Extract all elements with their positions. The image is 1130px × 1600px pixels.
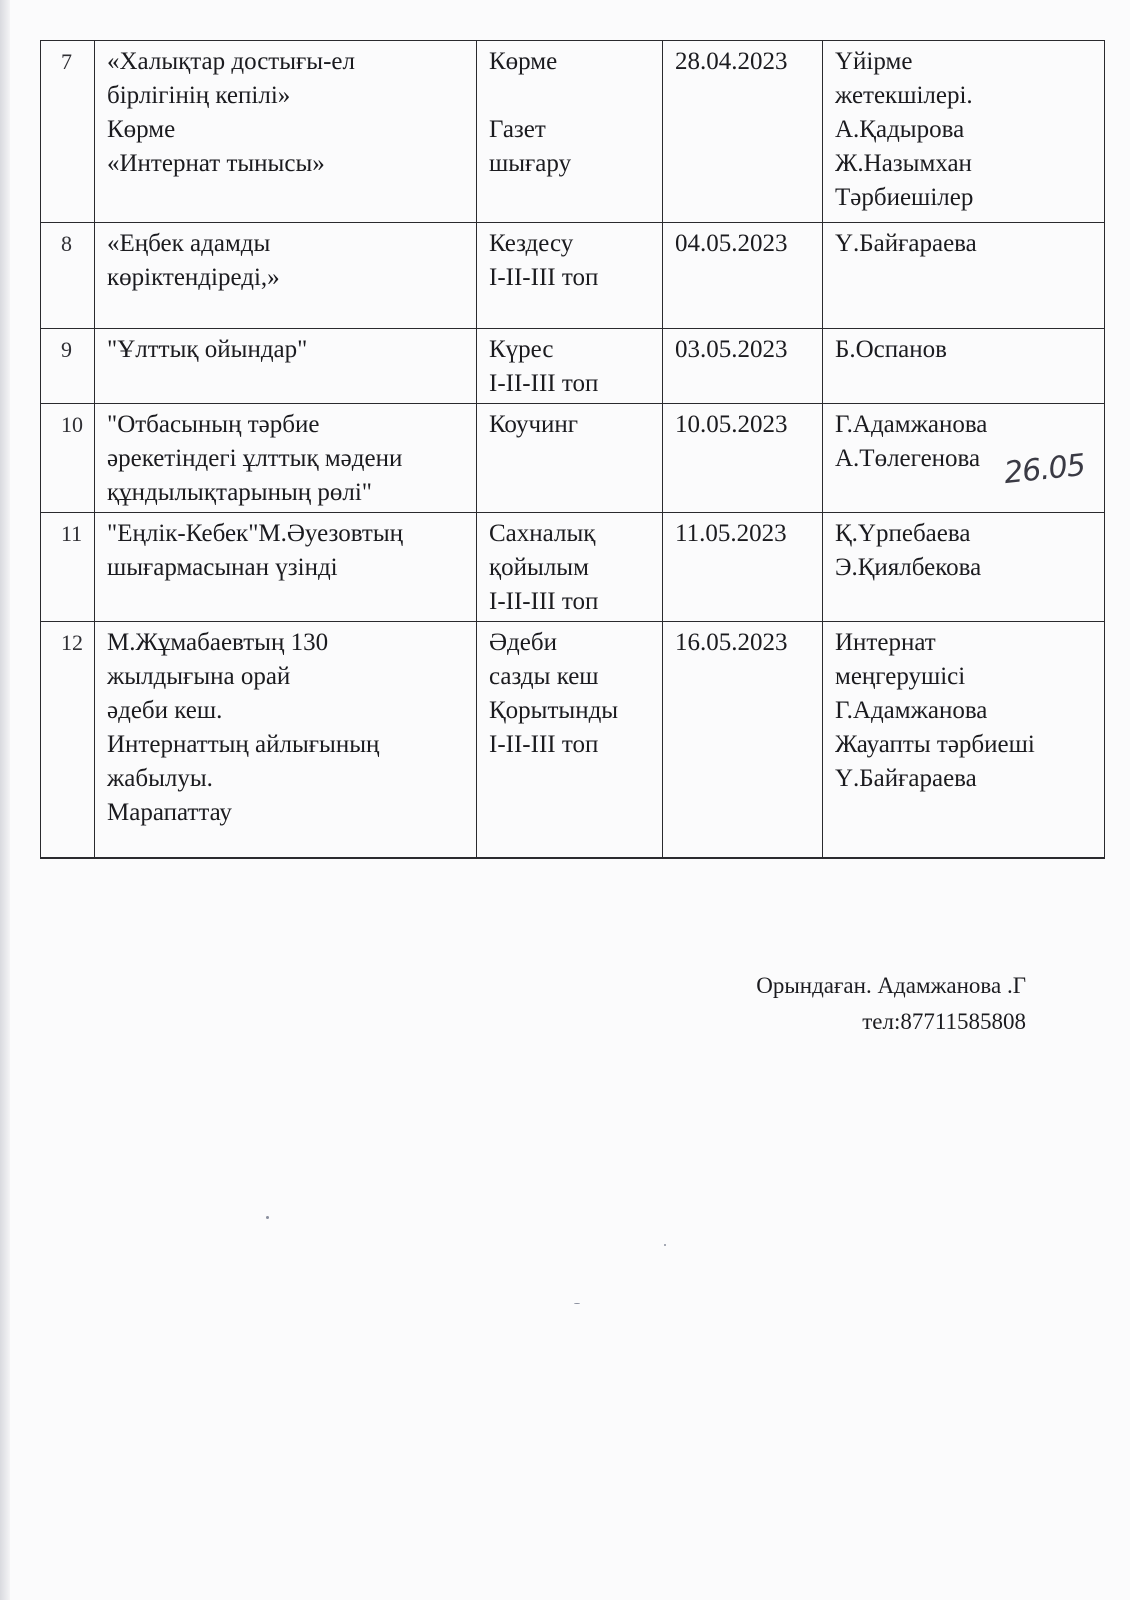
event-date: 04.05.2023 — [663, 223, 823, 329]
event-title: М.Жұмабаевтың 130 жылдығына орай әдеби кеш. Интернаттың айлығының жабылуы. Марапаттау — [95, 622, 477, 858]
event-form: Коучинг — [477, 404, 663, 513]
performer-name: Орындаған. Адамжанова .Г — [756, 973, 1026, 998]
event-form: Сахналық қойылым I-II-III топ — [477, 513, 663, 622]
table-row — [41, 223, 1105, 329]
event-date: 10.05.2023 — [663, 404, 823, 513]
event-responsible: Ү.Байғараева — [823, 223, 1105, 329]
event-date: 28.04.2023 — [663, 41, 823, 223]
event-responsible: Үйірме жетекшілері. А.Қадырова Ж.Назымхан Тәрбиешілер — [823, 41, 1105, 223]
event-title: "Отбасының тәрбие әрекетіндегі ұлттық мәдени құндылықтарының рөлі" — [95, 404, 477, 513]
row-number: 10 — [41, 404, 95, 513]
event-schedule-table — [40, 40, 1105, 859]
table-row — [41, 404, 1105, 513]
event-form: Көрме Газет шығару — [477, 41, 663, 223]
table-row — [41, 622, 1105, 858]
performer-phone: тел:87711585808 — [862, 1009, 1026, 1034]
row-number: 12 — [41, 622, 95, 858]
event-title: «Халықтар достығы-ел бірлігінің кепілі» Көрме «Интернат тынысы» — [95, 41, 477, 223]
scan-page-edge — [0, 0, 10, 1600]
event-responsible: Интернат меңгерушісі Г.Адамжанова Жауапты тәрбиеші Ү.Байғараева — [823, 622, 1105, 858]
event-form: Кездесу I-II-III топ — [477, 223, 663, 329]
event-date: 16.05.2023 — [663, 622, 823, 858]
row-number: 11 — [41, 513, 95, 622]
table-row — [41, 513, 1105, 622]
signature-block — [756, 968, 1026, 1040]
event-title: "Еңлік-Кебек"М.Әуезовтың шығармасынан үзінді — [95, 513, 477, 622]
event-date: 11.05.2023 — [663, 513, 823, 622]
scan-speck — [664, 1244, 666, 1246]
event-responsible: Б.Оспанов — [823, 329, 1105, 404]
row-number: 8 — [41, 223, 95, 329]
event-title: "Ұлттық ойындар" — [95, 329, 477, 404]
table-row — [41, 329, 1105, 404]
row-number: 7 — [41, 41, 95, 223]
event-form: Күрес I-II-III топ — [477, 329, 663, 404]
event-form: Әдеби сазды кеш Қорытынды I-II-III топ — [477, 622, 663, 858]
handwritten-date-note: 26.05 — [1002, 447, 1087, 492]
row-number: 9 — [41, 329, 95, 404]
scan-speck — [574, 1303, 580, 1304]
event-responsible: Қ.Үрпебаева Э.Қиялбекова — [823, 513, 1105, 622]
scan-speck — [266, 1216, 269, 1219]
event-date: 03.05.2023 — [663, 329, 823, 404]
table-row — [41, 41, 1105, 223]
event-title: «Еңбек адамды көріктендіреді,» — [95, 223, 477, 329]
event-responsible: Г.Адамжанова А.Төлегенова — [823, 404, 1105, 513]
